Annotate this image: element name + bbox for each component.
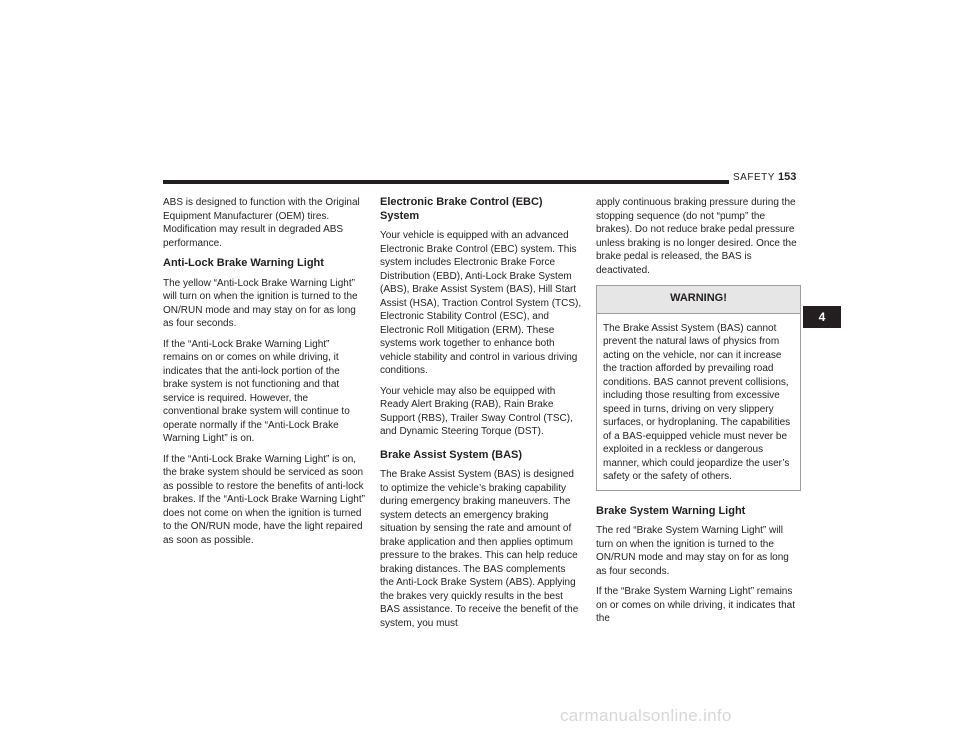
paragraph: Your vehicle may also be equipped with Ready Alert Braking (RAB), Rain Brake Support (RBS), Trailer Sway Control (TSC), and Dynamic Steering Torque (DST). [380,385,573,437]
paragraph: If the “Anti-Lock Brake Warning Light” remains on or comes on while driving, it indicates that the anti-lock portion of the brake system is not functioning and that service is required. However, the conventional brake system will continue to operate normally if the “Anti-Lock Brake Warning Light” is on. [163,338,350,444]
section-title: SAFETY [733,172,775,183]
paragraph: The yellow “Anti-Lock Brake Warning Light” will turn on when the ignition is turned to the ON/RUN mode and may stay on for as long as four seconds. [163,277,358,329]
watermark: carmanualsonline.info [560,706,732,725]
ebc-system-heading: Electronic Brake Control (EBC) System [380,196,543,222]
warning-box [596,285,801,491]
paragraph: The Brake Assist System (BAS) is designed to optimize the vehicle’s braking capability during emergency braking maneuvers. The system detects an emergency braking situation by sensing the rate and amount of brake application and then applies optimum pressure to the brakes. This can help reduce braking distances. The BAS complements the Anti-Lock Brake System (ABS). Applying the brakes very quickly results in the best BAS assistance. To receive the benefit of the system, you must [380,469,579,629]
brake-system-warning-heading: Brake System Warning Light [596,504,746,517]
abs-intro-paragraph: ABS is designed to function with the Original Equipment Manufacturer (OEM) tires. Modification may result in degraded ABS performance. [163,197,360,249]
warning-text: The Brake Assist System (BAS) cannot prevent the natural laws of physics from acting on the vehicle, nor can it increase the traction afforded by prevailing road conditions. BAS cannot prevent collisions, including those resulting from excessive speed in turns, driving on very slippery surfaces, or hydroplaning. The capabilities of a BAS-equipped vehicle must never be exploited in a reckless or dangerous manner, which could jeopardize the user’s safety or the safety of others. [603,322,791,482]
chapter-tab: 4 [803,306,841,328]
paragraph: If the “Brake System Warning Light” remains on or comes on while driving, it indicates that the [596,586,795,624]
page-number: 153 [778,171,797,183]
paragraph: If the “Anti-Lock Brake Warning Light” is on, the brake system should be serviced as soon as possible to restore the benefits of anti-lock brakes. If the “Anti-Lock Brake Warning Light” does not come on when the ignition is turned to the ON/RUN mode, have the light repaired as soon as possible. [163,453,365,546]
paragraph: The red “Brake System Warning Light” will turn on when the ignition is turned to the ON/RUN mode and may stay on for as long as four seconds. [596,525,789,577]
header-rule [163,180,729,184]
column-1 [163,196,365,554]
column-3 [596,196,801,633]
bas-heading: Brake Assist System (BAS) [380,448,523,461]
anti-lock-warning-heading: Anti-Lock Brake Warning Light [163,257,324,269]
paragraph: Your vehicle is equipped with an advanced Electronic Brake Control (EBC) system. This system includes Electronic Brake Force Distribution (EBD), Anti-Lock Brake System (ABS), Brake Assist System (BAS), Hill Start Assist (HSA), Traction Control System (TCS), Electronic Stability Control (ESC), and Electronic Roll Mitigation (ERM). These systems work together to enhance both vehicle stability and control in various driving conditions. [380,230,582,376]
column-2 [380,196,582,637]
warning-title: WARNING! [597,286,800,314]
paragraph: apply continuous braking pressure during the stopping sequence (do not “pump” the brakes). Do not reduce brake pedal pressure unless braking is no longer desired. Once the brake pedal is released, the BAS is deactivated. [596,197,797,276]
